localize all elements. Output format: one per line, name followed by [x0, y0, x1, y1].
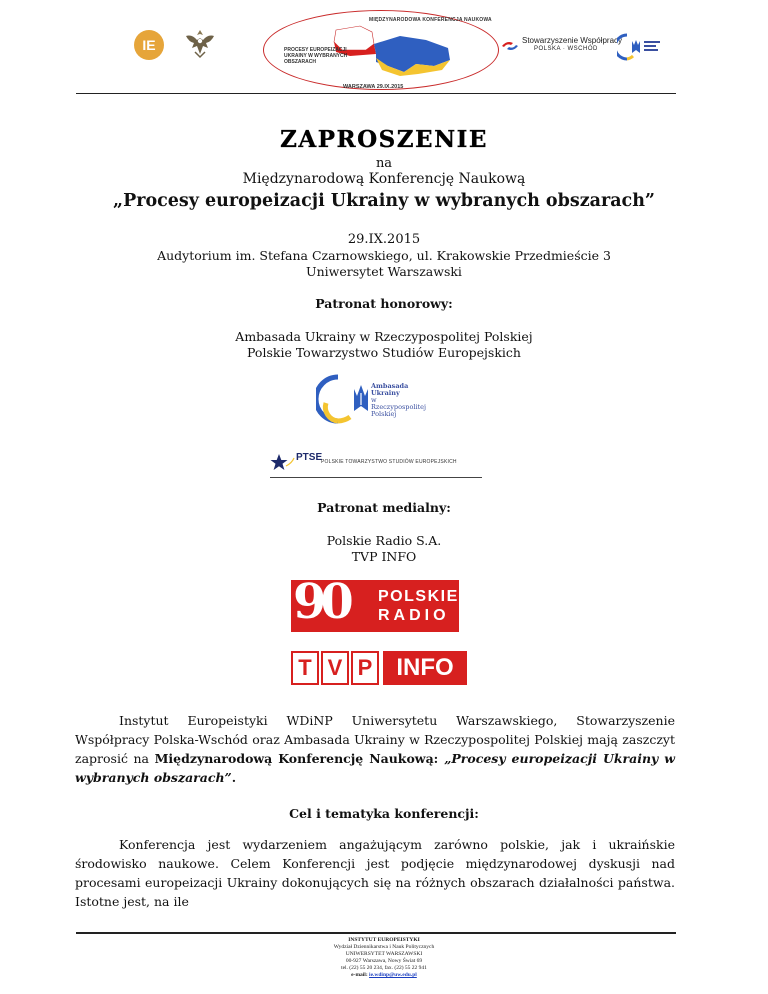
intro-paragraph: Instytut Europeistyki WDiNP Uniwersytetu Warszawskiego, Stowarzyszenie Współpracy Polska-Wschód oraz Ambasada Ukrainy w Rzeczypospolitej Polskiej mają zaszczyt zaprosić na Międzynarodową Konferencję Naukową: „Procesy europeizacji Ukrainy w wybranych obszarach”. [75, 713, 675, 785]
conference-banner-date: WARSZAWA 29.IX.2015 [343, 84, 404, 90]
invitation-na: na [375, 156, 393, 171]
conference-title: „Procesy europeizacji Ukrainy w wybranych obszarach” [113, 191, 655, 211]
institute-europeistyki-logo: IE [134, 30, 164, 60]
ptse-full-name: POLSKIE TOWARZYSTWO STUDIÓW EUROPEJSKICH [321, 459, 457, 465]
footer-divider [76, 932, 676, 934]
header-divider [76, 93, 676, 94]
conference-date: 29.IX.2015 [347, 232, 421, 247]
conference-banner-top: MIĘDZYNARODOWA KONFERENCJA NAUKOWA [369, 17, 492, 23]
honorary-patronage-heading: Patronat honorowy: [315, 296, 453, 311]
honorary-patron-ptse: Polskie Towarzystwo Studiów Europejskich [247, 345, 521, 360]
tvp-letter-v: V [321, 651, 349, 685]
goals-heading: Cel i tematyka konferencji: [289, 806, 479, 821]
media-patron-tvp: TVP INFO [351, 549, 417, 564]
conference-type: Międzynarodową Konferencję Naukową [242, 171, 526, 187]
footer-institute: INSTYTUT EUROPEISTYKI [348, 937, 420, 943]
conference-university: Uniwersytet Warszawski [306, 264, 462, 279]
footer-email-link[interactable]: ie.wdinp@uw.edu.pl [369, 972, 417, 978]
tvp-info-word: INFO [383, 651, 467, 685]
partner-logo-text: Stowarzyszenie Współpracy POLSKA · WSCHÓD [522, 36, 623, 52]
footer-address: 00-927 Warszawa, Nowy Świat 69 [345, 958, 423, 964]
ptse-acronym: PTSE [296, 452, 323, 463]
conference-venue: Audytorium im. Stefana Czarnowskiego, ul. Krakowskie Przedmieście 3 [157, 248, 611, 263]
polskie-radio-line1: POLSKIE [378, 588, 459, 605]
footer-phone: tel. (22) 55 20 234, fax. (22) 55 22 941 [341, 965, 427, 971]
honorary-patron-embassy: Ambasada Ukrainy w Rzeczypospolitej Polskiej [235, 329, 533, 344]
tvp-letter-p: P [351, 651, 379, 685]
media-patronage-heading: Patronat medialny: [317, 500, 451, 515]
ptse-divider [270, 477, 482, 478]
university-eagle-logo [183, 26, 217, 60]
footer-university: UNIWERSYTET WARSZAWSKI [345, 951, 423, 957]
partner-logo-icon [501, 40, 519, 52]
footer-email: e-mail: ie.wdinp@uw.edu.pl [351, 972, 417, 978]
invitation-title: ZAPROSZENIE [280, 126, 488, 153]
tvp-info-logo [291, 651, 467, 685]
tvp-letter-t: T [291, 651, 319, 685]
letterhead [0, 0, 768, 96]
polskie-radio-line2: RADIO [378, 607, 450, 624]
media-patron-radio: Polskie Radio S.A. [326, 533, 442, 548]
goals-paragraph: Konferencja jest wydarzeniem angażującym zarówno polskie, jak i ukraińskie środowisko naukowe. Celem Konferencji jest podjęcie międzynarodowej dyskusji nad procesami europeizacji Ukrainy dokonujących się na różnych obszarach działalności państwa. Istotne jest, na ile [75, 837, 675, 909]
footer-faculty: Wydział Dziennikarstwa i Nauk Politycznych [333, 944, 435, 950]
embassy-logo-text: Ambasada Ukrainy w Rzeczypospolitej Polskiej [371, 382, 427, 418]
conference-banner-title: PROCESY EUROPEIZACJI UKRAINY W WYBRANYCH OBSZARACH [284, 47, 348, 65]
polskie-radio-90: 90 [293, 574, 348, 630]
embassy-mini-logo [617, 32, 667, 62]
